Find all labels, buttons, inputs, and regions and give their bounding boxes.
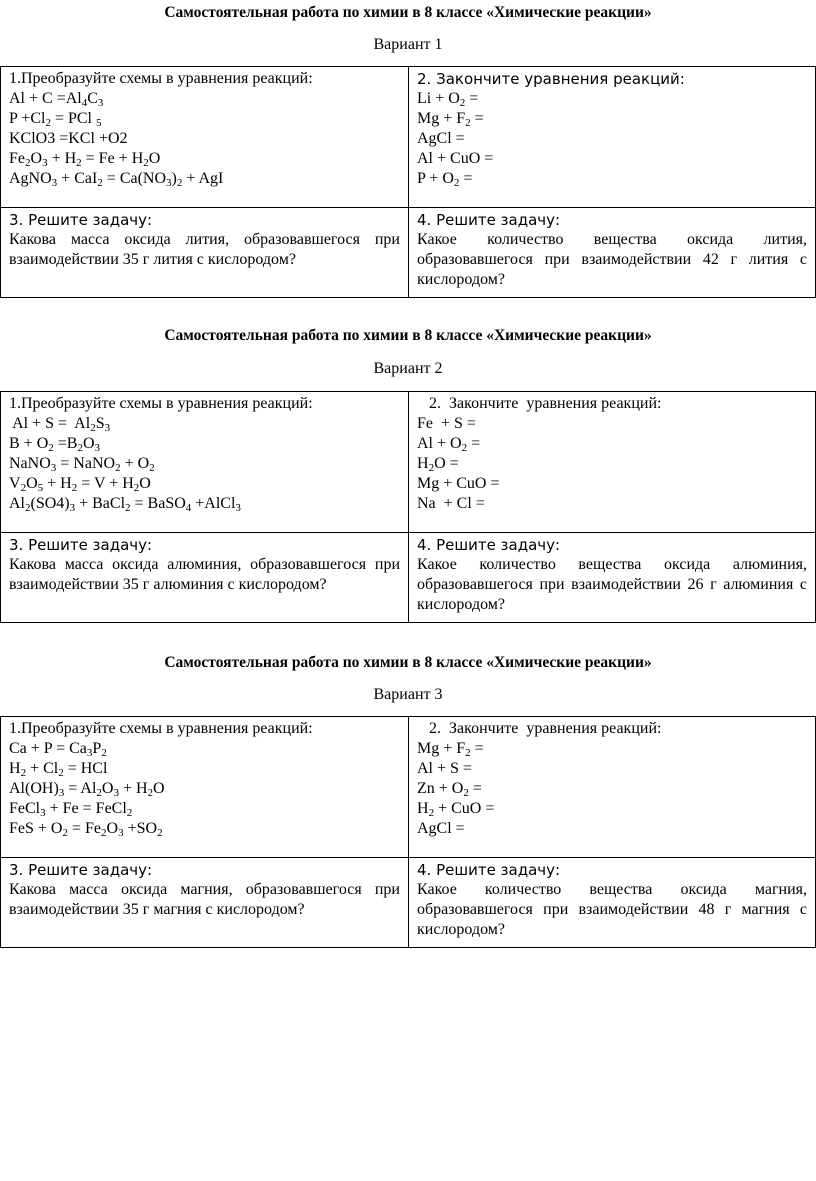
equation-line: $B + O_2 =B_2O_3$ bbox=[9, 435, 101, 454]
equation-line: $H_2O$ = bbox=[417, 455, 459, 474]
variant-1-task-4-cell bbox=[409, 208, 816, 298]
equation-line: $Mg + F_2$ = bbox=[417, 110, 484, 129]
task-4-text: Какое количество вещества оксида алюминия, образовавшегося при взаимодействии 26 г алюминия с кислородом? bbox=[417, 556, 807, 613]
equation-line: $Ca + P = Ca_3P_2$ bbox=[9, 740, 107, 759]
equation-line: Na + Cl = bbox=[417, 495, 485, 512]
variant-3-task-4-cell bbox=[409, 858, 816, 948]
equation-line: KClO3 =KCl +O2 bbox=[9, 130, 128, 147]
equation-line: $H_2$ + CuO = bbox=[417, 800, 495, 819]
variant-3-title: Самостоятельная работа по химии в 8 классе «Химические реакции» bbox=[164, 654, 652, 671]
task-1-header: 1.Преобразуйте схемы в уравнения реакций: bbox=[9, 720, 313, 737]
task-4-header: 4. Решите задачу: bbox=[417, 536, 561, 554]
variant-1-task-1-cell bbox=[1, 67, 409, 208]
task-1-header: 1.Преобразуйте схемы в уравнения реакций: bbox=[9, 70, 313, 87]
task-4-header: 4. Решите задачу: bbox=[417, 211, 561, 229]
task-2-header: 2. Закончите уравнения реакций: bbox=[417, 70, 685, 88]
equation-line: $P +Cl_2$ = PCl $_5$ bbox=[9, 110, 102, 129]
variant-1-table bbox=[0, 66, 816, 298]
variant-3-table bbox=[0, 716, 816, 948]
equation-line: $Al(OH)_3 = Al_2O_3 + H_2O$ bbox=[9, 780, 165, 799]
task-4-header: 4. Решите задачу: bbox=[417, 861, 561, 879]
equation-line: $H_2 + Cl_2$ = HCl bbox=[9, 760, 108, 779]
variant-3-task-2-cell bbox=[409, 717, 816, 858]
variant-3-name: Вариант 3 bbox=[373, 686, 443, 703]
task-3-header: 3. Решите задачу: bbox=[9, 211, 153, 229]
equation-line: FeS + $O_2 = Fe_2O_3 +SO_2$ bbox=[9, 820, 163, 839]
equation-line: $P + O_2$ = bbox=[417, 170, 473, 189]
equation-line: AgCl = bbox=[417, 130, 465, 147]
equation-line: FeCl$_3$ + Fe = FeCl$_2$ bbox=[9, 800, 133, 819]
equation-line: Fe + S = bbox=[417, 415, 476, 432]
equation-line: $V_2O_5 + H_2 = V + H_2O$ bbox=[9, 475, 151, 494]
variant-3-task-3-cell bbox=[1, 858, 409, 948]
variant-1-name: Вариант 1 bbox=[373, 36, 443, 53]
variant-2-table bbox=[0, 391, 816, 623]
variant-2-task-3-cell bbox=[1, 533, 409, 623]
task-4-text: Какое количество вещества оксида лития, образовавшегося при взаимодействии 42 г лития с кислородом? bbox=[417, 231, 807, 288]
variant-2-task-4-cell bbox=[409, 533, 816, 623]
equation-line: Al + CuO = bbox=[417, 150, 494, 167]
variant-2-title: Самостоятельная работа по химии в 8 классе «Химические реакции» bbox=[164, 327, 652, 344]
equation-line: AgNO$_3$ + $CaI_2 = Ca(NO_3)_2$ + AgI bbox=[9, 170, 224, 189]
variant-1-task-3-cell bbox=[1, 208, 409, 298]
equation-line: $Li + O_2$ = bbox=[417, 90, 479, 109]
equation-line: AgCl = bbox=[417, 820, 465, 837]
equation-line: $Al + O_2$ = bbox=[417, 435, 481, 454]
equation-line: Al + S = bbox=[417, 760, 472, 777]
equation-line: Mg + CuO = bbox=[417, 475, 500, 492]
variant-2-name: Вариант 2 bbox=[373, 360, 443, 377]
task-4-text: Какое количество вещества оксида магния, образовавшегося при взаимодействии 48 г магния с кислородом? bbox=[417, 881, 807, 938]
equation-line: $Fe_2O_3 + H_2 = Fe + H_2O$ bbox=[9, 150, 161, 169]
task-3-text: Какова масса оксида алюминия, образовавшегося при взаимодействии 35 г алюминия с кислородом? bbox=[9, 556, 400, 593]
task-3-text: Какова масса оксида лития, образовавшегося при взаимодействии 35 г лития с кислородом? bbox=[9, 231, 400, 268]
equation-line: $Al + S = Al_2S_3$ bbox=[9, 415, 111, 434]
task-2-header: 2. Закончите уравнения реакций: bbox=[417, 395, 662, 412]
equation-line: $Al + C =Al_4C_3$ bbox=[9, 90, 104, 109]
variant-3-task-1-cell bbox=[1, 717, 409, 858]
equation-line: $Al_2(SO4)_3$ + BaCl$_2$ = BaSO$_4$ +AlCl$_3$ bbox=[9, 495, 241, 514]
variant-2-task-2-cell bbox=[409, 392, 816, 533]
task-3-header: 3. Решите задачу: bbox=[9, 861, 153, 879]
task-3-text: Какова масса оксида магния, образовавшегося при взаимодействии 35 г магния с кислородом? bbox=[9, 881, 400, 918]
variant-1-task-2-cell bbox=[409, 67, 816, 208]
task-3-header: 3. Решите задачу: bbox=[9, 536, 153, 554]
task-1-header: 1.Преобразуйте схемы в уравнения реакций: bbox=[9, 395, 313, 412]
equation-line: NaNO$_3$ = NaNO$_2$ + $O_2$ bbox=[9, 455, 155, 474]
task-2-header: 2. Закончите уравнения реакций: bbox=[417, 720, 662, 737]
equation-line: $Mg + F_2$ = bbox=[417, 740, 484, 759]
variant-2-task-1-cell bbox=[1, 392, 409, 533]
variant-1-title: Самостоятельная работа по химии в 8 классе «Химические реакции» bbox=[164, 4, 652, 21]
equation-line: $Zn + O_2$ = bbox=[417, 780, 482, 799]
